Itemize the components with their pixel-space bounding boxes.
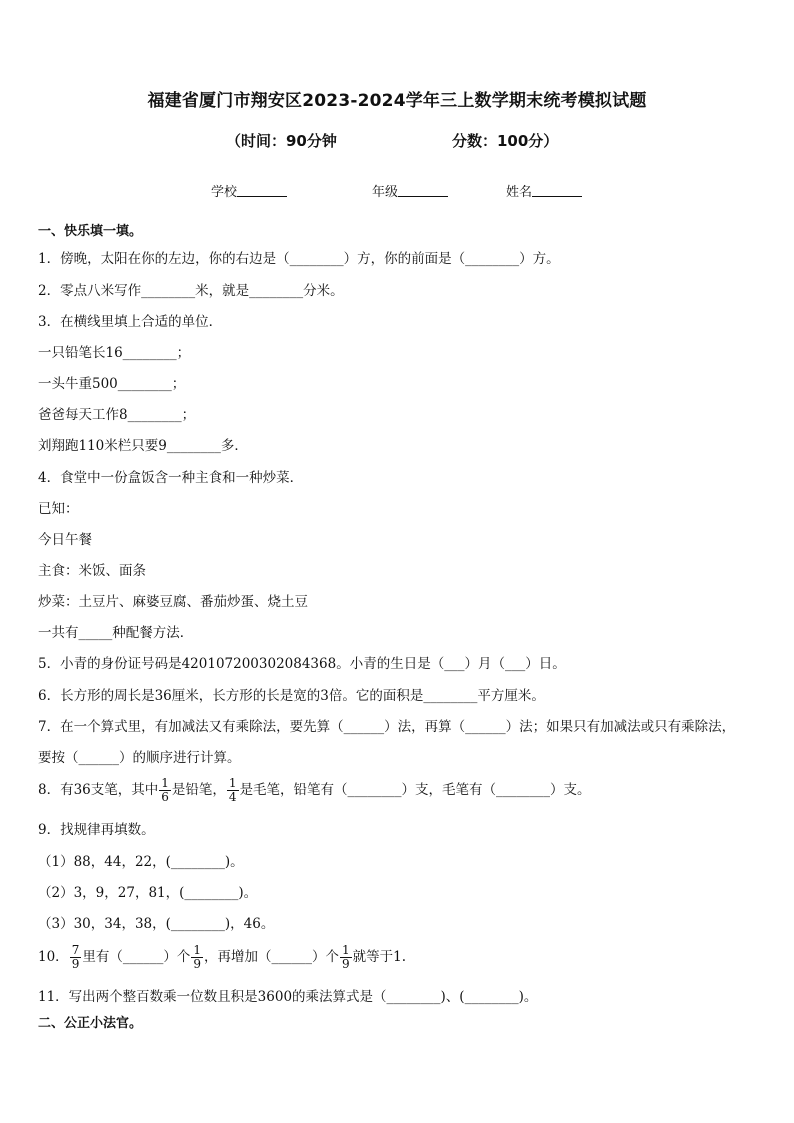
question-3c: 爸爸每天工作8________；	[38, 407, 196, 423]
question-8-text-1: 8．有36支笔，其中	[38, 782, 159, 798]
fraction-numerator: 1	[341, 943, 350, 957]
question-1: 1．傍晚，太阳在你的左边，你的右边是（________）方，你的前面是（________）方。	[38, 251, 560, 267]
name-label: 姓名	[506, 185, 533, 200]
fraction-one-quarter	[227, 777, 239, 804]
school-field	[211, 181, 287, 200]
question-3d: 刘翔跑110米栏只要9________多．	[38, 438, 248, 454]
fraction-one-ninth	[340, 944, 352, 971]
question-10-text-3: ，再增加（______）个	[203, 949, 339, 965]
fraction-denominator: 9	[341, 957, 350, 971]
section-heading-2: 二、公正小法官。	[38, 1016, 143, 1031]
question-9-2: （2）3，9，27，81，(________)。	[38, 885, 258, 901]
question-4-known: 已知：	[38, 501, 79, 517]
fraction-denominator: 9	[193, 957, 201, 971]
school-label: 学校	[211, 185, 238, 200]
question-9-1: （1）88，44，22，(________)。	[38, 854, 244, 870]
exam-time: （时间：90分钟	[226, 132, 337, 150]
grade-field	[372, 181, 448, 200]
question-8	[38, 777, 591, 804]
question-10-text-2: 里有（______）个	[82, 949, 191, 965]
question-11: 11．写出两个整百数乘一位数且积是3600的乘法算式是（________)、(________)。	[38, 989, 538, 1005]
question-4-lunch: 今日午餐	[38, 532, 92, 548]
fraction-denominator: 4	[228, 790, 237, 804]
question-4-answer: 一共有_____种配餐方法．	[38, 625, 194, 641]
question-10-text-1: 10．	[38, 949, 69, 965]
exam-score: 分数：100分）	[452, 132, 559, 150]
question-9-3: （3）30，34，38，(________)，46。	[38, 916, 275, 932]
fraction-denominator: 6	[161, 790, 169, 804]
question-8-text-3: 是毛笔，铅笔有（________）支，毛笔有（________）支。	[239, 782, 591, 798]
question-2: 2．零点八米写作________米，就是________分米。	[38, 283, 344, 299]
question-10	[38, 944, 406, 971]
question-7-line1: 7．在一个算式里，有加减法又有乘除法，要先算（______）法，再算（______）法；如果只有加减法或只有乘除法，	[38, 719, 736, 735]
grade-blank	[398, 184, 448, 197]
name-blank	[532, 184, 582, 197]
fraction-one-ninth	[191, 944, 203, 971]
question-3a: 一只铅笔长16________；	[38, 345, 191, 361]
school-blank	[237, 184, 287, 197]
question-4-dishes: 炒菜：土豆片、麻婆豆腐、番茄炒蛋、烧土豆	[38, 594, 308, 610]
question-7-line2: 要按（______）的顺序进行计算。	[38, 750, 241, 766]
question-3b: 一头牛重500________；	[38, 376, 186, 392]
question-5: 5．小青的身份证号码是420107200302084368。小青的生日是（___）月（___）日。	[38, 656, 566, 672]
fraction-one-sixth	[159, 777, 171, 804]
fraction-numerator: 7	[71, 943, 80, 957]
page-title: 福建省厦门市翔安区2023-2024学年三上数学期末统考模拟试题	[147, 91, 647, 111]
fraction-numerator: 1	[161, 776, 169, 790]
question-4: 4．食堂中一份盒饭含一种主食和一种炒菜．	[38, 470, 304, 486]
question-6: 6．长方形的周长是36厘米，长方形的长是宽的3倍。它的面积是________平方厘米。	[38, 688, 545, 704]
question-3: 3．在横线里填上合适的单位．	[38, 314, 223, 330]
fraction-denominator: 9	[71, 957, 80, 971]
fraction-numerator: 1	[193, 943, 201, 957]
grade-label: 年级	[372, 185, 399, 200]
question-4-staple: 主食：米饭、面条	[38, 563, 146, 579]
section-heading-1: 一、快乐填一填。	[38, 224, 143, 239]
fraction-seven-ninths	[70, 944, 82, 971]
question-8-text-2: 是铅笔，	[171, 782, 226, 798]
question-10-text-4: 就等于1.	[352, 949, 406, 965]
name-field	[506, 181, 582, 200]
question-9: 9．找规律再填数。	[38, 822, 155, 838]
fraction-numerator: 1	[228, 776, 237, 790]
